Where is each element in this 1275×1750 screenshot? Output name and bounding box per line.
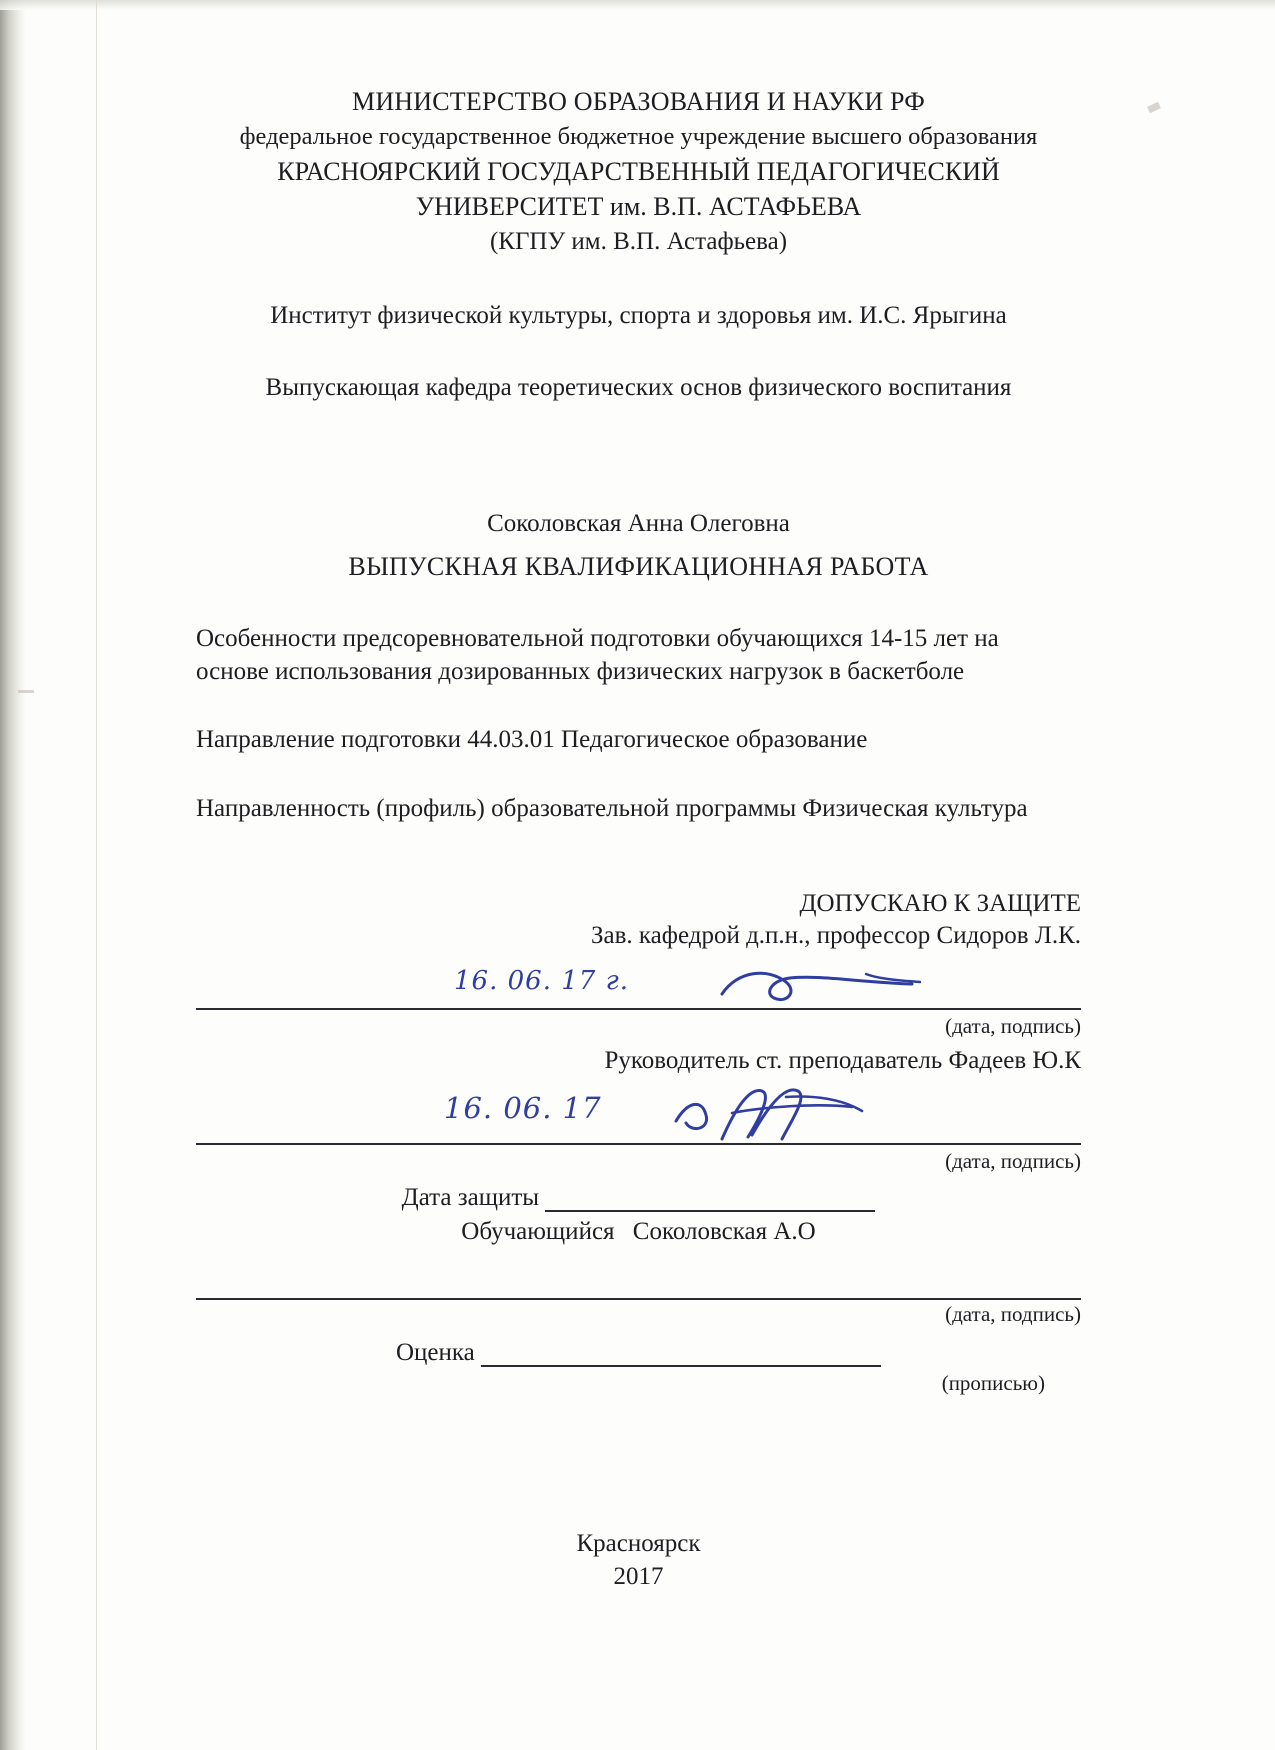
- grade-in-words-caption: (прописью): [941, 1371, 1045, 1395]
- head-signature-area: [196, 966, 1081, 1012]
- institution-type-line: федеральное государственное бюджетное учреждение высшего образования: [239, 122, 1038, 150]
- approval-block: [196, 890, 1081, 1396]
- head-handwritten-date: 16. 06. 17 г.: [454, 966, 629, 996]
- student-label: Обучающийся: [461, 1218, 615, 1245]
- work-type-title: ВЫПУСКНАЯ КВАЛИФИКАЦИОННАЯ РАБОТА: [348, 551, 929, 581]
- scan-speck: [18, 690, 34, 693]
- scan-speck: [1147, 102, 1161, 113]
- scan-edge-left: [0, 0, 26, 1750]
- title-block: [196, 86, 1081, 825]
- city-name: Красноярск: [576, 1530, 701, 1557]
- department-line: Выпускающая кафедра теоретических основ физического воспитания: [265, 373, 1012, 401]
- supervisor-signature-area: [196, 1093, 1081, 1147]
- thesis-topic-line-1: Особенности предсоревновательной подготовки обучающихся 14-15 лет на: [196, 624, 999, 652]
- admit-to-defence-label: ДОПУСКАЮ К ЗАЩИТЕ: [799, 890, 1081, 917]
- student-name: Соколовская А.О: [632, 1218, 816, 1245]
- page-fold-line: [96, 0, 97, 1750]
- supervisor-line: Руководитель ст. преподаватель Фадеев Ю.К: [604, 1047, 1081, 1074]
- author-name: Соколовская Анна Олеговна: [487, 509, 790, 537]
- head-signature-caption: (дата, подпись): [945, 1014, 1081, 1038]
- supervisor-signature-scribble: [666, 1081, 916, 1147]
- student-signature-rule[interactable]: [196, 1298, 1081, 1300]
- student-signature-caption: (дата, подпись): [945, 1302, 1081, 1326]
- educational-program-profile: Направленность (профиль) образовательной программы Физическая культура: [196, 794, 1028, 822]
- institute-line: Институт физической культуры, спорта и здоровья им. И.С. Ярыгина: [270, 301, 1007, 329]
- defence-date-row: [196, 1184, 1081, 1212]
- thesis-topic-line-2: основе использования дозированных физических нагрузок в баскетболе: [196, 657, 965, 685]
- scan-edge-top: [0, 0, 1275, 10]
- supervisor-signature-rule[interactable]: [196, 1143, 1081, 1145]
- defence-date-field[interactable]: [545, 1186, 875, 1212]
- grade-label: Оценка: [395, 1339, 475, 1366]
- university-short-name: (КГПУ им. В.П. Астафьева): [489, 228, 788, 256]
- defence-date-label: Дата защиты: [401, 1184, 540, 1211]
- head-of-department-line: Зав. кафедрой д.п.н., профессор Сидоров Л.К.: [590, 922, 1081, 949]
- direction-of-training: Направление подготовки 44.03.01 Педагогическое образование: [196, 725, 868, 753]
- head-signature-rule[interactable]: [196, 1008, 1081, 1010]
- year: 2017: [613, 1562, 664, 1590]
- supervisor-signature-caption: (дата, подпись): [945, 1149, 1081, 1173]
- thesis-topic: [196, 622, 1081, 688]
- grade-row: [196, 1339, 1081, 1367]
- university-header: [196, 86, 1081, 258]
- university-line-2: УНИВЕРСИТЕТ им. В.П. АСТАФЬЕВА: [415, 192, 862, 222]
- head-signature-scribble: [716, 962, 936, 1010]
- grade-field[interactable]: [481, 1341, 881, 1367]
- student-row: [196, 1218, 1081, 1246]
- city-year-block: [196, 1528, 1081, 1593]
- ministry-line: МИНИСТЕРСТВО ОБРАЗОВАНИЯ И НАУКИ РФ: [352, 87, 925, 116]
- supervisor-handwritten-date: 16. 06. 17: [444, 1091, 602, 1125]
- university-line-1: КРАСНОЯРСКИЙ ГОСУДАРСТВЕННЫЙ ПЕДАГОГИЧЕСКИЙ: [277, 156, 1000, 186]
